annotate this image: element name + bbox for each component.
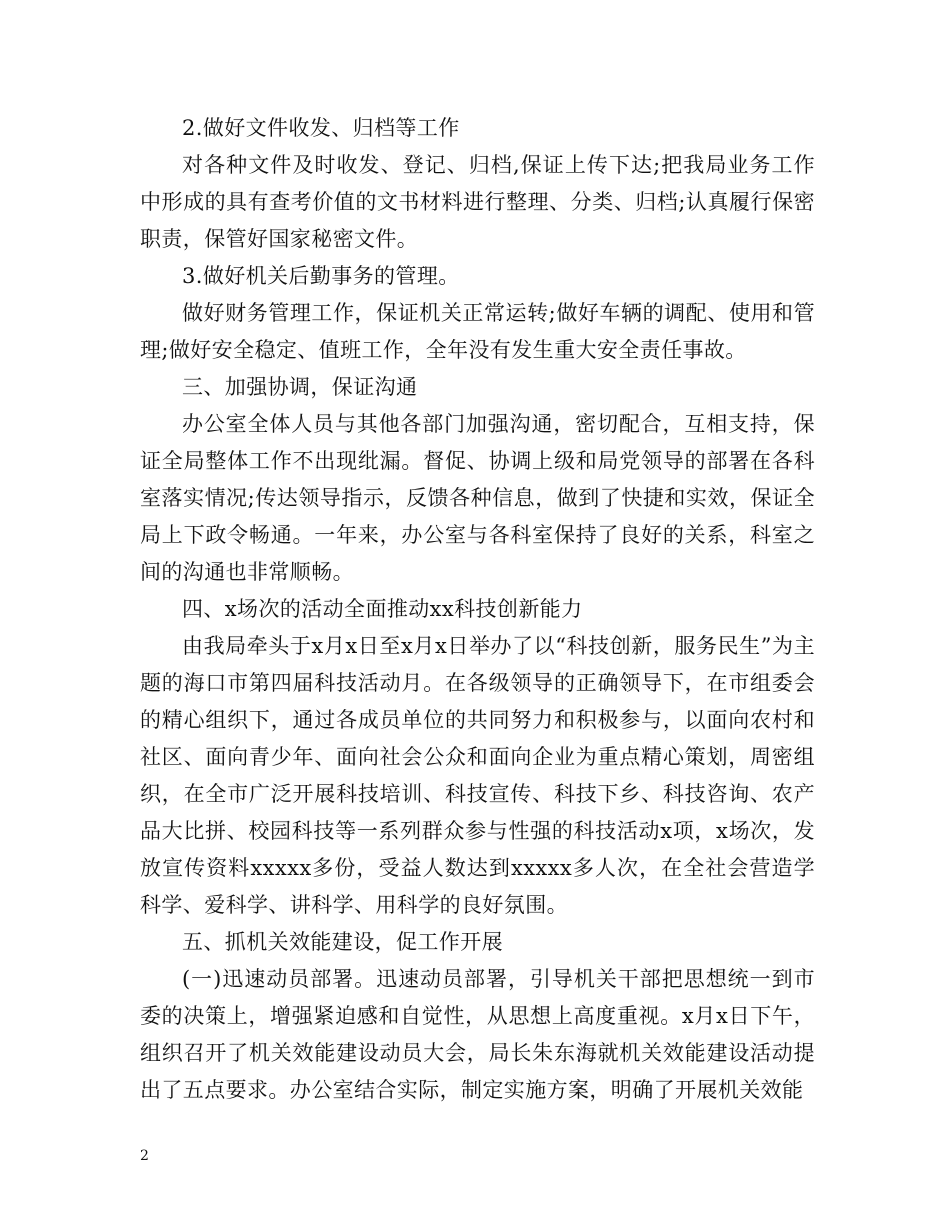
heading-efficiency-building: 五、抓机关效能建设，促工作开展 <box>182 930 503 954</box>
heading-coordination: 三、加强协调，保证沟通 <box>182 375 418 399</box>
paragraph-efficiency-details: (一)迅速动员部署。迅速动员部署，引导机关干部把思想统一到市委的决策上，增强紧迫感和自觉性，从思想上高度重视。x月x日下午，组织召开了机关效能建设动员大会，局长朱东海就机关效能建设活动提出了五点要求。办公室结合实际，制定实施方案，明确了开展机关效能 <box>140 967 815 1102</box>
page-number: 2 <box>140 1148 149 1164</box>
heading-logistics: 3.做好机关后勤事务的管理。 <box>182 264 460 288</box>
paragraph-logistics-details: 做好财务管理工作，保证机关正常运转;做好车辆的调配、使用和管理;做好安全稳定、值班工作，全年没有发生重大安全责任事故。 <box>140 301 815 362</box>
document-body <box>140 110 815 1109</box>
heading-tech-activities: 四、x场次的活动全面推动xx科技创新能力 <box>182 597 583 621</box>
heading-filing-work: 2.做好文件收发、归档等工作 <box>182 116 460 140</box>
paragraph-filing-details: 对各种文件及时收发、登记、归档,保证上传下达;把我局业务工作中形成的具有查考价值的文书材料进行整理、分类、归档;认真履行保密职责，保管好国家秘密文件。 <box>140 153 815 251</box>
paragraph-coordination-details: 办公室全体人员与其他各部门加强沟通，密切配合，互相支持，保证全局整体工作不出现纰漏。督促、协调上级和局党领导的部署在各科室落实情况;传达领导指示，反馈各种信息，做到了快捷和实效，保证全局上下政令畅通。一年来，办公室与各科室保持了良好的关系，科室之间的沟通也非常顺畅。 <box>140 412 815 584</box>
paragraph-tech-activities-details: 由我局牵头于x月x日至x月x日举办了以“科技创新，服务民生”为主题的海口市第四届科技活动月。在各级领导的正确领导下，在市组委会的精心组织下，通过各成员单位的共同努力和积极参与，以面向农村和社区、面向青少年、面向社会公众和面向企业为重点精心策划，周密组织，在全市广泛开展科技培训、科技宣传、科技下乡、科技咨询、农产品大比拼、校园科技等一系列群众参与性强的科技活动x项，x场次，发放宣传资料xxxxx多份，受益人数达到xxxxx多人次，在全社会营造学科学、爱科学、讲科学、用科学的良好氛围。 <box>140 634 815 917</box>
